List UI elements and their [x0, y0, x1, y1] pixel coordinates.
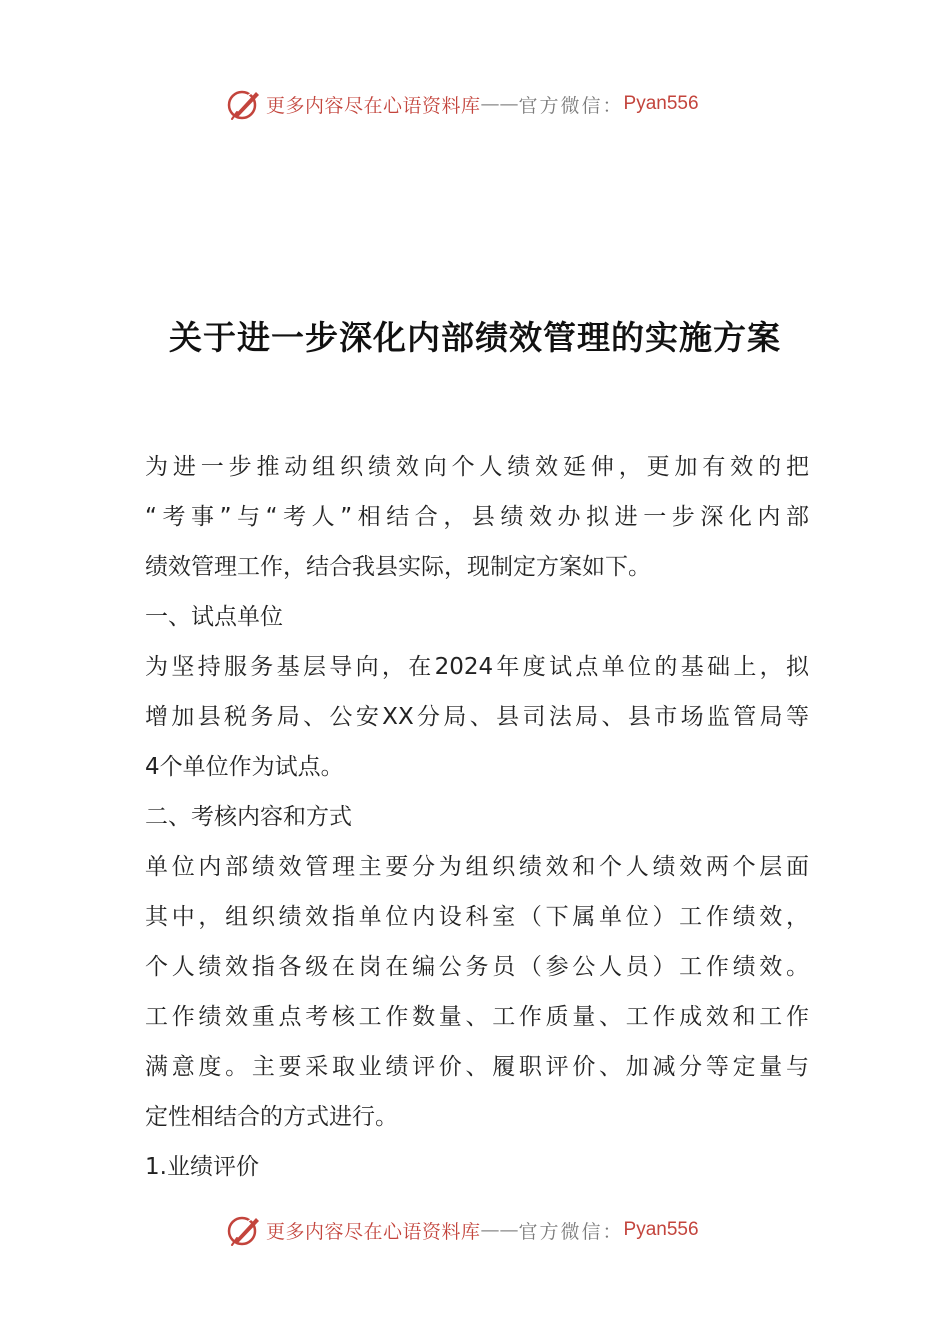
body-line: 为坚持服务基层导向，在2024年度试点单位的基础上，拟	[145, 654, 809, 680]
header-watermark-banner	[226, 84, 699, 124]
body-line: 其中，组织绩效指单位内设科室（下属单位）工作绩效，	[145, 904, 809, 930]
watermark-slogan: 更多内容尽在心语资料库	[266, 94, 481, 117]
watermark-dash: ——	[480, 1219, 519, 1241]
document-title: 关于进一步深化内部绩效管理的实施方案	[169, 318, 781, 357]
section-heading: 一、试点单位	[145, 604, 283, 630]
body-line: 为进一步推动组织绩效向个人绩效延伸，更加有效的把	[145, 454, 809, 480]
subsection-heading: 1.业绩评价	[145, 1154, 259, 1180]
watermark-official-label: 官方微信：	[518, 94, 624, 117]
section-heading: 二、考核内容和方式	[145, 804, 352, 830]
footer-watermark-banner	[226, 1210, 699, 1250]
watermark-wechat-id: Pyan556	[623, 93, 699, 114]
body-line: 工作绩效重点考核工作数量、工作质量、工作成效和工作	[145, 1004, 809, 1030]
quill-seal-logo-icon	[226, 1212, 262, 1248]
body-line: 4个单位作为试点。	[145, 754, 344, 780]
body-line: 绩效管理工作，结合我县实际，现制定方案如下。	[145, 554, 651, 580]
body-line: 个人绩效指各级在岗在编公务员（参公人员）工作绩效。	[145, 954, 809, 980]
body-line: 满意度。主要采取业绩评价、履职评价、加减分等定量与	[145, 1054, 809, 1080]
watermark-slogan: 更多内容尽在心语资料库	[266, 1220, 481, 1243]
body-line: 定性相结合的方式进行。	[145, 1104, 398, 1130]
body-line: 增加县税务局、公安XX分局、县司法局、县市场监管局等	[145, 704, 809, 730]
watermark-official-label: 官方微信：	[518, 1220, 624, 1243]
body-line: “考事”与“考人”相结合，县绩效办拟进一步深化内部	[145, 504, 809, 530]
body-line: 单位内部绩效管理主要分为组织绩效和个人绩效两个层面	[145, 854, 809, 880]
document-body	[145, 442, 809, 1192]
watermark-wechat-id: Pyan556	[623, 1219, 699, 1240]
watermark-dash: ——	[480, 93, 519, 115]
quill-seal-logo-icon	[226, 86, 262, 122]
